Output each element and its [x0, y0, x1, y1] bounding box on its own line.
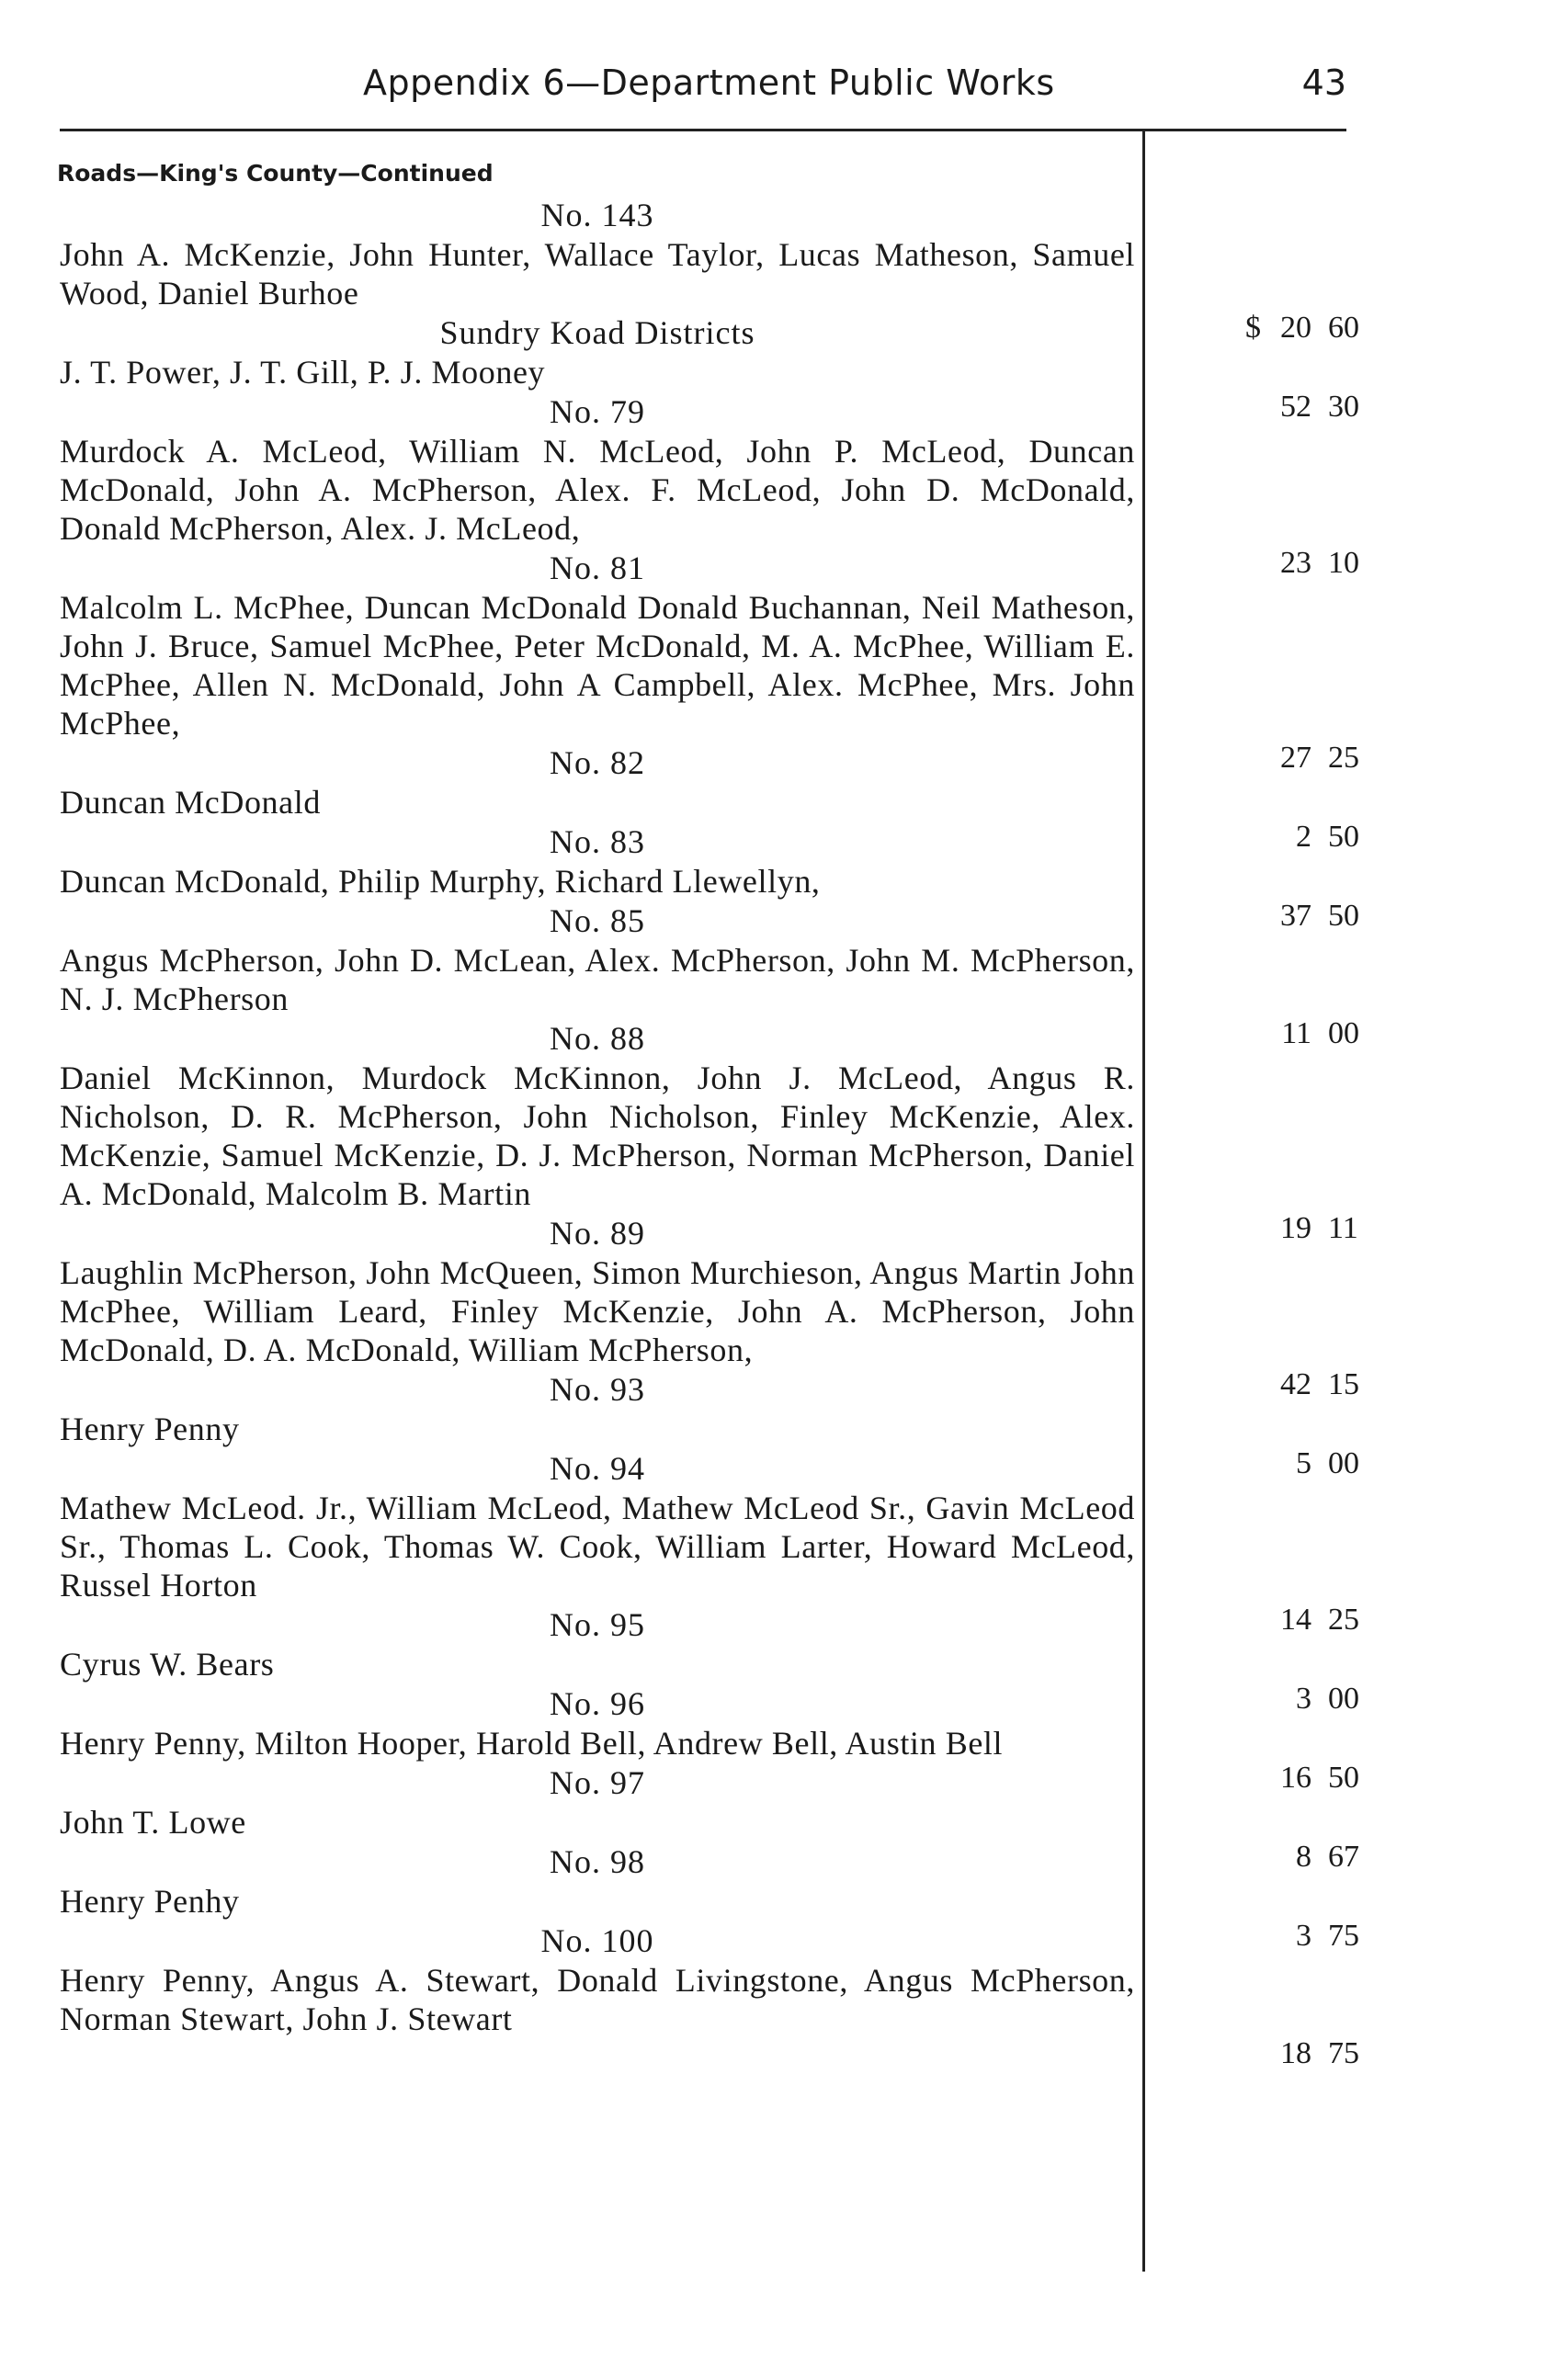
- name-list: Laughlin McPherson, John McQueen, Simon Murchieson, Angus Martin John McPhee, William Leard, Finley McKenzie, John A. McPherson, John McDonald, D. A. McDonald, William McPherson,: [60, 1254, 1135, 1368]
- page-number: 43: [1301, 62, 1346, 103]
- amount-dollars: 11: [1281, 1016, 1311, 1050]
- amount-cents: 50: [1328, 820, 1359, 854]
- amount-cents: 15: [1328, 1367, 1359, 1401]
- district-number: No. 97: [550, 1764, 645, 1801]
- district-number: No. 83: [550, 823, 645, 860]
- amount-dollars: 37: [1280, 899, 1311, 933]
- amount-dollars: 20: [1280, 311, 1311, 345]
- amount-cents: 50: [1328, 1761, 1359, 1795]
- district-number: No. 100: [540, 1922, 654, 1959]
- amount-cents: 50: [1328, 899, 1359, 933]
- name-list: John A. McKenzie, John Hunter, Wallace Taylor, Lucas Matheson, Samuel Wood, Daniel Burhoe: [60, 236, 1135, 312]
- amount-cents: 10: [1328, 546, 1359, 580]
- district-number: No. 143: [540, 197, 654, 233]
- name-list: Duncan McDonald: [60, 784, 321, 821]
- dollar-sign: $: [1245, 311, 1261, 345]
- amount-cents: 25: [1328, 741, 1359, 775]
- name-list: Malcolm L. McPhee, Duncan McDonald Donald Buchannan, Neil Matheson, John J. Bruce, Samuel McPhee, Peter McDonald, M. A. McPhee, William E. McPhee, Allen N. McDonald, John A Campbell, Alex. McPhee, Mrs. John McPhee,: [60, 589, 1135, 742]
- amount-cents: 30: [1328, 390, 1359, 424]
- district-number: No. 88: [550, 1020, 645, 1057]
- district-number: Sundry Koad Districts: [439, 314, 755, 351]
- amount-cents: 75: [1328, 2036, 1359, 2070]
- name-list: Cyrus W. Bears: [60, 1646, 275, 1683]
- page-header: [60, 55, 1346, 129]
- district-entry: [60, 1921, 1359, 2070]
- amount-dollars: 19: [1280, 1211, 1311, 1245]
- name-list: Mathew McLeod. Jr., William McLeod, Mathew McLeod Sr., Gavin McLeod Sr., Thomas L. Cook, Thomas W. Cook, William Larter, Howard McLeod, Russel Horton: [60, 1490, 1135, 1604]
- amount-cents: 00: [1328, 1446, 1359, 1480]
- name-list: Henry Penny: [60, 1411, 240, 1447]
- district-number: No. 94: [550, 1450, 645, 1487]
- name-list: Henry Penny, Milton Hooper, Harold Bell, Andrew Bell, Austin Bell: [60, 1725, 1004, 1762]
- name-list: Henry Penhy: [60, 1883, 240, 1920]
- district-number: No. 95: [550, 1606, 645, 1643]
- amount-cents: 67: [1328, 1840, 1359, 1874]
- district-number: No. 79: [550, 393, 645, 430]
- amount-dollars: 16: [1280, 1761, 1311, 1795]
- name-list: Henry Penny, Angus A. Stewart, Donald Livingstone, Angus McPherson, Norman Stewart, John J. Stewart: [60, 1962, 1135, 2037]
- name-list: Murdock A. McLeod, William N. McLeod, John P. McLeod, Duncan McDonald, John A. McPherson, Alex. F. McLeod, John D. McDonald, Donald McPherson, Alex. J. McLeod,: [60, 433, 1135, 547]
- district-number: No. 81: [550, 550, 645, 586]
- amount-dollars: 18: [1280, 2036, 1311, 2070]
- amount-dollars: 5: [1296, 1446, 1311, 1480]
- amount-cents: 60: [1328, 311, 1359, 345]
- amount-column-rule: [1142, 130, 1145, 2272]
- name-list: Duncan McDonald, Philip Murphy, Richard Llewellyn,: [60, 863, 821, 900]
- section-heading: Roads—King's County—Continued: [57, 160, 494, 187]
- amount-cents: 25: [1328, 1603, 1359, 1637]
- amount-dollars: 14: [1280, 1603, 1311, 1637]
- name-list: Angus McPherson, John D. McLean, Alex. McPherson, John M. McPherson, N. J. McPherson: [60, 942, 1135, 1017]
- amount-dollars: 2: [1296, 820, 1311, 854]
- amount-cents: 75: [1328, 1919, 1359, 1953]
- amount-dollars: 8: [1296, 1840, 1311, 1874]
- name-list: Daniel McKinnon, Murdock McKinnon, John J. McLeod, Angus R. Nicholson, D. R. McPherson, John Nicholson, Finley McKenzie, Alex. McKenzie, Samuel McKenzie, D. J. McPherson, Norman McPherson, Daniel A. McDonald, Malcolm B. Martin: [60, 1060, 1135, 1212]
- name-list: J. T. Power, J. T. Gill, P. J. Mooney: [60, 354, 546, 391]
- amount-cents: 11: [1328, 1211, 1358, 1245]
- district-number: No. 89: [550, 1215, 645, 1252]
- district-number: No. 93: [550, 1371, 645, 1408]
- district-number: No. 96: [550, 1685, 645, 1722]
- district-number: No. 82: [550, 744, 645, 781]
- amount-cents: 00: [1328, 1016, 1359, 1050]
- district-number: No. 85: [550, 902, 645, 939]
- district-number: No. 98: [550, 1843, 645, 1880]
- amount-dollars: 3: [1296, 1919, 1311, 1953]
- amount-dollars: 42: [1280, 1367, 1311, 1401]
- district-entries: [60, 195, 1359, 2070]
- running-title: Appendix 6—Department Public Works: [363, 62, 1055, 103]
- amount-dollars: 3: [1296, 1682, 1311, 1716]
- amount-dollars: 52: [1280, 390, 1311, 424]
- amount-dollars: 27: [1280, 741, 1311, 775]
- amount-dollars: 23: [1280, 546, 1311, 580]
- amount-cents: 00: [1328, 1682, 1359, 1716]
- name-list: John T. Lowe: [60, 1804, 246, 1841]
- header-rule: [60, 129, 1346, 131]
